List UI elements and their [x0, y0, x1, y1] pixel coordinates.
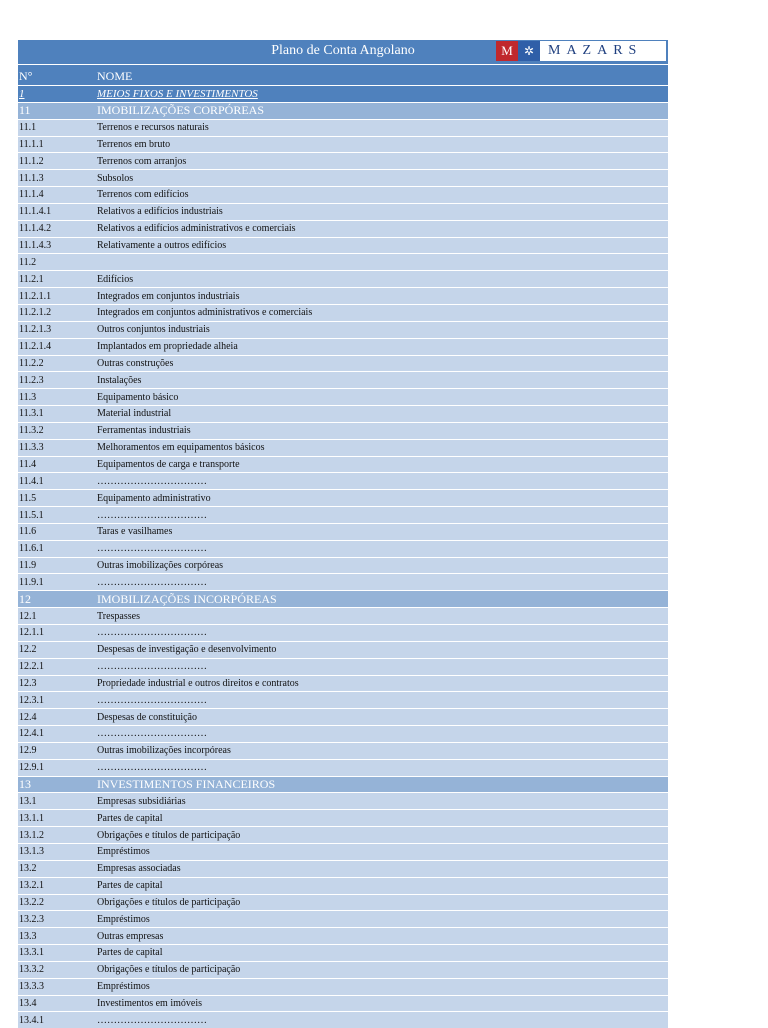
account-name: Empresas associadas — [97, 863, 181, 875]
account-number: 12.9 — [19, 745, 37, 757]
account-name: Despesas de investigação e desenvolvimento — [97, 644, 277, 656]
account-name: Ferramentas industriais — [97, 425, 191, 437]
table-row — [18, 878, 668, 894]
account-number: 13.2.1 — [19, 880, 44, 892]
account-rows — [18, 86, 668, 1028]
account-name: Taras e vasilhames — [97, 526, 173, 538]
account-name: Partes de capital — [97, 947, 163, 959]
account-number: 11.1.4.2 — [19, 223, 52, 235]
account-name: Equipamentos de carga e transporte — [97, 458, 240, 470]
account-name: Material industrial — [97, 408, 172, 420]
account-name: Integrados em conjuntos administrativos e comerciais — [97, 307, 313, 319]
header-number: N° — [19, 69, 33, 83]
account-number: 11 — [19, 103, 31, 118]
section-row — [18, 777, 668, 793]
table-row — [18, 473, 668, 489]
account-number: 13 — [19, 777, 31, 792]
account-number: 11.9 — [19, 560, 37, 572]
account-name: Relativos a edifícios industriais — [97, 206, 223, 218]
account-name: Empréstimos — [97, 913, 150, 925]
section-row — [18, 103, 668, 119]
table-row — [18, 793, 668, 809]
account-number: 11.1 — [19, 122, 37, 134]
account-name: Empréstimos — [97, 981, 150, 993]
table-row — [18, 305, 668, 321]
table-row — [18, 221, 668, 237]
account-number: 11.2.1.3 — [19, 324, 52, 336]
table-row — [18, 760, 668, 776]
account-name: Outras empresas — [97, 930, 164, 942]
account-number: 13.2 — [19, 863, 37, 875]
account-name: …………………………… — [97, 762, 207, 774]
account-number: 11.5.1 — [19, 509, 44, 521]
account-number: 13.3.1 — [19, 947, 44, 959]
table-row — [18, 625, 668, 641]
account-name: Relativos a edifícios administrativos e comerciais — [97, 223, 296, 235]
account-name: Propriedade industrial e outros direitos e contratos — [97, 677, 299, 689]
account-name: Outras construções — [97, 357, 174, 369]
account-number: 12.2 — [19, 644, 37, 656]
account-number: 11.3.3 — [19, 442, 44, 454]
account-name: Terrenos em bruto — [97, 138, 171, 150]
account-number: 11.2.1.2 — [19, 307, 52, 319]
account-number: 11.1.2 — [19, 155, 44, 167]
table-row — [18, 810, 668, 826]
account-name: …………………………… — [97, 1014, 207, 1026]
account-name: Obrigações e títulos de participação — [97, 829, 241, 841]
account-number: 13.2.2 — [19, 896, 44, 908]
table-row — [18, 372, 668, 388]
account-name: MEIOS FIXOS E INVESTIMENTOS — [97, 87, 258, 100]
account-number: 13.1.3 — [19, 846, 44, 858]
account-name: Subsolos — [97, 172, 134, 184]
account-number: 11.1.4.1 — [19, 206, 52, 218]
table-row — [18, 827, 668, 843]
table-row — [18, 574, 668, 590]
account-name: Terrenos com arranjos — [97, 155, 187, 167]
page-title: Plano de Conta Angolano — [271, 43, 415, 58]
table-row — [18, 170, 668, 186]
table-row — [18, 490, 668, 506]
table-row — [18, 692, 668, 708]
account-name: Outras imobilizações incorpóreas — [97, 745, 231, 757]
table-row — [18, 423, 668, 439]
account-number: 13.1.1 — [19, 812, 44, 824]
account-number: 11.2.1.1 — [19, 290, 52, 302]
table-row — [18, 861, 668, 877]
title-bar — [18, 40, 668, 64]
table-row — [18, 406, 668, 422]
spreadsheet — [18, 40, 668, 1028]
account-name: Partes de capital — [97, 812, 163, 824]
account-name: Despesas de constituição — [97, 711, 197, 723]
account-name: …………………………… — [97, 694, 207, 706]
account-number: 11.9.1 — [19, 576, 44, 588]
account-name: Relativamente a outros edifícios — [97, 240, 227, 252]
account-name: Integrados em conjuntos industriais — [97, 290, 240, 302]
table-row — [18, 187, 668, 203]
table-row — [18, 1012, 668, 1028]
account-number: 12.3.1 — [19, 694, 44, 706]
account-name: Partes de capital — [97, 880, 163, 892]
table-row — [18, 642, 668, 658]
account-number: 12.3 — [19, 677, 37, 689]
account-number: 11.1.4 — [19, 189, 44, 201]
account-name: …………………………… — [97, 627, 207, 639]
account-name: Equipamento básico — [97, 391, 179, 403]
table-row — [18, 271, 668, 287]
table-row — [18, 726, 668, 742]
account-number: 13.2.3 — [19, 913, 44, 925]
account-number: 12.4 — [19, 711, 37, 723]
class-row — [18, 86, 668, 102]
header-name: NOME — [97, 69, 133, 83]
account-name: Obrigações e títulos de participação — [97, 896, 241, 908]
account-number: 11.6 — [19, 526, 37, 538]
account-number: 11.4.1 — [19, 475, 44, 487]
account-number: 12.1 — [19, 610, 37, 622]
account-number: 11.3.2 — [19, 425, 44, 437]
account-number: 13.4.1 — [19, 1014, 44, 1026]
account-name: …………………………… — [97, 661, 207, 673]
account-number: 12 — [19, 591, 31, 606]
table-row — [18, 895, 668, 911]
table-row — [18, 322, 668, 338]
table-row — [18, 962, 668, 978]
account-name: Investimentos em imóveis — [97, 997, 202, 1009]
table-row — [18, 153, 668, 169]
account-name: Edifícios — [97, 273, 134, 285]
section-row — [18, 591, 668, 607]
table-row — [18, 608, 668, 624]
account-name: Terrenos com edifícios — [97, 189, 189, 201]
table-row — [18, 288, 668, 304]
account-name: Implantados em propriedade alheia — [97, 341, 238, 353]
account-name: Instalações — [97, 374, 142, 386]
account-number: 13.3.3 — [19, 981, 44, 993]
table-row — [18, 457, 668, 473]
table-row — [18, 524, 668, 540]
table-row — [18, 928, 668, 944]
account-name: Melhoramentos em equipamentos básicos — [97, 442, 265, 454]
account-name: …………………………… — [97, 543, 207, 555]
table-row — [18, 709, 668, 725]
account-number: 11.2.1.4 — [19, 341, 52, 353]
table-row — [18, 979, 668, 995]
account-number: 11.1.4.3 — [19, 240, 52, 252]
table-row — [18, 558, 668, 574]
account-name: Trespasses — [97, 610, 140, 622]
table-row — [18, 743, 668, 759]
table-row — [18, 120, 668, 136]
account-number: 11.6.1 — [19, 543, 44, 555]
account-number: 11.5 — [19, 492, 37, 504]
table-row — [18, 844, 668, 860]
account-number: 11.2 — [19, 256, 37, 268]
table-header — [18, 65, 668, 85]
table-row — [18, 996, 668, 1012]
table-row — [18, 238, 668, 254]
account-number: 11.1.3 — [19, 172, 44, 184]
account-name: INVESTIMENTOS FINANCEIROS — [97, 777, 276, 792]
account-name: Obrigações e títulos de participação — [97, 964, 241, 976]
account-name: Empréstimos — [97, 846, 150, 858]
account-number: 12.4.1 — [19, 728, 44, 740]
table-row — [18, 440, 668, 456]
account-name: Empresas subsidiárias — [97, 795, 186, 807]
logo-star-icon: ✲ — [518, 41, 540, 61]
account-number: 1 — [19, 87, 25, 100]
table-row — [18, 339, 668, 355]
account-number: 11.3.1 — [19, 408, 44, 420]
account-name: Outros conjuntos industriais — [97, 324, 210, 336]
table-row — [18, 356, 668, 372]
table-row — [18, 659, 668, 675]
table-row — [18, 137, 668, 153]
account-number: 11.1.1 — [19, 138, 44, 150]
logo-wordmark: MAZARS — [548, 43, 643, 58]
account-name: IMOBILIZAÇÕES INCORPÓREAS — [97, 591, 277, 606]
account-name: Terrenos e recursos naturais — [97, 122, 209, 134]
account-name: IMOBILIZAÇÕES CORPÓREAS — [97, 103, 265, 118]
account-name: …………………………… — [97, 728, 207, 740]
mazars-logo — [496, 41, 666, 61]
account-number: 13.4 — [19, 997, 37, 1009]
account-number: 11.2.1 — [19, 273, 44, 285]
account-number: 11.2.2 — [19, 357, 44, 369]
logo-m-icon: M — [496, 41, 518, 61]
account-name: …………………………… — [97, 509, 207, 521]
account-number: 12.2.1 — [19, 661, 44, 673]
account-number: 12.1.1 — [19, 627, 44, 639]
account-number: 11.3 — [19, 391, 37, 403]
table-row — [18, 945, 668, 961]
account-name: …………………………… — [97, 475, 207, 487]
account-number: 13.3.2 — [19, 964, 44, 976]
account-number: 13.3 — [19, 930, 37, 942]
account-number: 11.2.3 — [19, 374, 44, 386]
account-name: Outras imobilizações corpóreas — [97, 560, 224, 572]
table-row — [18, 507, 668, 523]
table-row — [18, 911, 668, 927]
account-number: 12.9.1 — [19, 762, 44, 774]
account-name: …………………………… — [97, 576, 207, 588]
account-number: 11.4 — [19, 458, 37, 470]
table-row — [18, 676, 668, 692]
table-row — [18, 204, 668, 220]
table-row — [18, 389, 668, 405]
account-name: Equipamento administrativo — [97, 492, 211, 504]
table-row — [18, 254, 668, 270]
account-number: 13.1 — [19, 795, 37, 807]
table-row — [18, 541, 668, 557]
account-number: 13.1.2 — [19, 829, 44, 841]
